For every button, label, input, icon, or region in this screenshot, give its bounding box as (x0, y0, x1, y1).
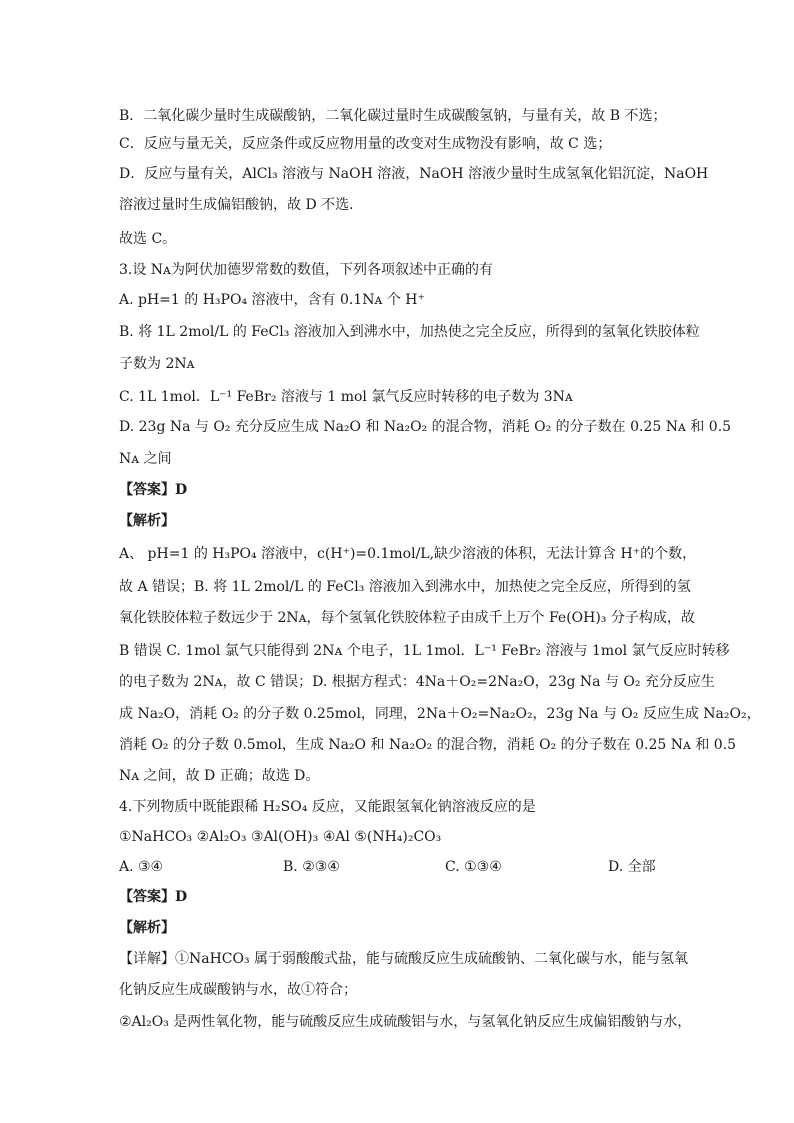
text-line: 成 Na₂O，消耗 O₂ 的分子数 0.25mol，同理，2Na＋O₂=Na₂O₂，23g Na 与 O₂ 反应生成 Na₂O₂， (119, 706, 761, 722)
text-line: C．反应与量无关，反应条件或反应物用量的改变对生成物没有影响，故 C 选； (119, 136, 612, 152)
option-c: C. ①③④ (445, 859, 502, 875)
question-4-stem: 4.下列物质中既能跟稀 H₂SO₄ 反应，又能跟氢氧化钠溶液反应的是 (119, 799, 536, 815)
text-line: 子数为 2Nᴀ (119, 356, 195, 372)
option-a: A. pH=1 的 H₃PO₄ 溶液中，含有 0.1Nᴀ 个 H⁺ (119, 292, 425, 308)
question-4-items: ①NaHCO₃ ②Al₂O₃ ③Al(OH)₃ ④Al ⑤(NH₄)₂CO₃ (119, 829, 442, 845)
text-line: 化钠反应生成碳酸钠与水，故①符合； (119, 982, 357, 998)
text-line: ②Al₂O₃ 是两性氧化物，能与硫酸反应生成硫酸铝与水，与氢氧化钠反应生成偏铝酸钠与水， (119, 1014, 692, 1030)
text-line: 的电子数为 2Nᴀ，故 C 错误；D. 根据方程式：4Na＋O₂=2Na₂O，23g Na 与 O₂ 充分反应生 (119, 674, 715, 690)
option-a: A. ③④ (119, 859, 164, 875)
text-line: 故选 C。 (119, 231, 177, 247)
option-b: B. ②③④ (283, 859, 340, 875)
option-c: C. 1L 1mol．L⁻¹ FeBr₂ 溶液与 1 mol 氯气反应时转移的电子数为 3Nᴀ (119, 389, 573, 405)
analysis-label: 【解析】 (119, 513, 175, 529)
options-row (119, 859, 679, 875)
text-line: 消耗 O₂ 的分子数 0.5mol，生成 Na₂O 和 Na₂O₂ 的混合物，消耗 O₂ 的分子数在 0.25 Nᴀ 和 0.5 (119, 737, 737, 753)
answer-label: 【答案】D (119, 482, 188, 498)
text-line: A、 pH=1 的 H₃PO₄ 溶液中，c(H⁺)=0.1mol/L,缺少溶液的体积，无法计算含 H⁺的个数， (119, 546, 697, 562)
text-line: B 错误 C. 1mol 氯气只能得到 2Nᴀ 个电子，1L 1mol．L⁻¹ FeBr₂ 溶液与 1mol 氯气反应时转移 (119, 643, 730, 659)
text-line: 溶液过量时生成偏铝酸钠，故 D 不选． (119, 197, 364, 213)
option-d: D. 23g Na 与 O₂ 充分反应生成 Na₂O 和 Na₂O₂ 的混合物，消耗 O₂ 的分子数在 0.25 Nᴀ 和 0.5 (119, 419, 732, 435)
analysis-label: 【解析】 (119, 920, 175, 936)
text-line: D．反应与量有关，AlCl₃ 溶液与 NaOH 溶液，NaOH 溶液少量时生成氢氧化铝沉淀，NaOH (119, 166, 709, 182)
text-line: 故 A 错误；B. 将 1L 2mol/L 的 FeCl₃ 溶液加入到沸水中，加热使之完全反应，所得到的氢 (119, 579, 691, 595)
answer-label: 【答案】D (119, 889, 188, 905)
option-d: D. 全部 (608, 859, 656, 875)
text-line: B．二氧化碳少量时生成碳酸钠，二氧化碳过量时生成碳酸氢钠，与量有关，故 B 不选； (119, 108, 667, 124)
option-b: B. 将 1L 2mol/L 的 FeCl₃ 溶液加入到沸水中，加热使之完全反应，所得到的氢氧化铁胶体粒 (119, 324, 700, 340)
text-line: Nᴀ 之间，故 D 正确；故选 D。 (119, 768, 320, 784)
detail-line: 【详解】①NaHCO₃ 属于弱酸酸式盐，能与硫酸反应生成硫酸钠、二氧化碳与水，能与氢氧 (119, 951, 689, 967)
text-line: 氧化铁胶体粒子数远少于 2Nᴀ，每个氢氧化铁胶体粒子由成千上万个 Fe(OH)₃ 分子构成，故 (119, 610, 695, 626)
question-3-stem: 3.设 Nᴀ为阿伏加德罗常数的数值，下列各项叙述中正确的有 (119, 262, 493, 278)
text-line: Nᴀ 之间 (119, 451, 172, 467)
